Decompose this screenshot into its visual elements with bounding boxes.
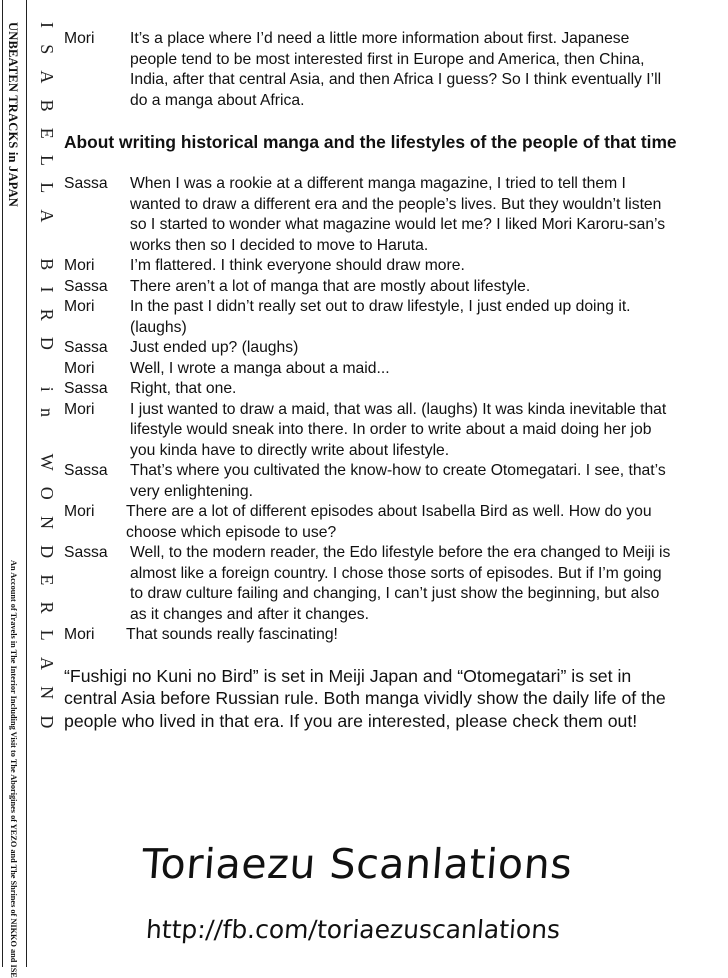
closing-line: “Fushigi no Kuni no Bird” is set in Meiji Japan and “Otomegatari” is set in	[64, 666, 632, 686]
dialogue-line: works then so I decided to move to Haruta.	[130, 236, 429, 254]
speaker-name: Mori	[64, 298, 95, 315]
speaker-name: Sassa	[64, 339, 108, 356]
dialogue-line: people tend to be most interested first in Europe and America, then China,	[130, 50, 645, 68]
dialogue-line: choose which episode to use?	[126, 523, 337, 541]
dialogue-line: When I was a rookie at a different manga magazine, I tried to tell them I	[130, 175, 626, 192]
dialogue-line: Well, to the modern reader, the Edo lifestyle before the era changed to Meiji is	[130, 544, 671, 561]
dialogue-line: Well, I wrote a manga about a maid...	[130, 359, 390, 377]
dialogue-line: you kinda have to directly write about lifestyle.	[130, 441, 450, 459]
speaker-name: Mori	[64, 30, 95, 47]
dialogue-line: wanted to draw a different era and the people’s lives. But they wouldn’t listen	[130, 195, 662, 213]
dialogue-line: to draw culture failing and changing, I can’t just show the beginning, but also	[130, 585, 660, 602]
dialogue-line: so I started to wonder what magazine would let me? I liked Mori Karoru-san’s	[130, 216, 666, 233]
sidebar-divider-rule	[26, 0, 27, 967]
speaker-name: Sassa	[64, 277, 108, 295]
closing-line: central Asia before Russian rule. Both manga vividly show the daily life of the	[64, 688, 666, 709]
dialogue-line: That’s where you cultivated the know-how to create Otomegatari. I see, that’s	[130, 462, 666, 479]
left-border-rule	[2, 0, 3, 967]
speaker-name: Mori	[64, 503, 95, 520]
dialogue-line: There are a lot of different episodes about Isabella Bird as well. How do you	[126, 503, 652, 520]
sidebar-subtitle: An Account of Travels in The Interior Including Visit to The Aborigines of YEZO and The Shrines of NIKKO and ISE	[9, 560, 18, 978]
dialogue-line: as it changes and after it changes.	[130, 605, 369, 623]
speaker-name: Sassa	[64, 380, 108, 397]
dialogue-line: There aren’t a lot of manga that are mostly about lifestyle.	[130, 277, 531, 295]
dialogue-line: Right, that one.	[130, 380, 237, 397]
dialogue-line: very enlightening.	[130, 482, 253, 500]
speaker-name: Mori	[64, 626, 95, 643]
dialogue-line: lifestyle would sneak into there. In order to write about a maid doing her job	[130, 421, 652, 438]
dialogue-line: Just ended up? (laughs)	[130, 339, 299, 356]
dialogue-line: almost like a foreign country. I chose those sorts of episodes. But if I’m going	[130, 564, 662, 582]
scanlation-url-credit: http://fb.com/toriaezuscanlations	[145, 915, 562, 944]
dialogue-line: That sounds really fascinating!	[126, 626, 338, 643]
dialogue-line: do a manga about Africa.	[130, 91, 305, 109]
dialogue-line: In the past I didn’t really set out to draw lifestyle, I just ended up doing it.	[130, 298, 631, 315]
speaker-name: Mori	[64, 400, 95, 418]
closing-line: people who lived in that era. If you are interested, please check them out!	[64, 710, 638, 731]
dialogue-line: India, after that central Asia, and then Africa I guess? So I think eventually I’ll	[130, 71, 662, 88]
dialogue-line: It’s a place where I’d need a little more information about first. Japanese	[130, 30, 630, 47]
speaker-name: Sassa	[64, 175, 108, 192]
dialogue-line: I just wanted to draw a maid, that was all. (laughs) It was kinda inevitable that	[130, 400, 667, 418]
closing-paragraph	[64, 665, 724, 732]
speaker-name: Mori	[64, 359, 95, 377]
speaker-name: Mori	[64, 257, 95, 274]
section-heading: About writing historical manga and the lifestyles of the people of that time	[64, 132, 677, 152]
sidebar-main-title: UNBEATEN TRACKS in JAPAN	[6, 22, 20, 208]
sidebar-spaced-title: ISABELLA BIRD in WONDERLAND	[37, 22, 57, 745]
dialogue-line: (laughs)	[130, 318, 187, 336]
scanlation-group-credit: Toriaezu Scanlations	[140, 840, 575, 888]
speaker-name: Sassa	[64, 544, 108, 561]
dialogue-line: I’m flattered. I think everyone should draw more.	[130, 257, 465, 274]
speaker-name: Sassa	[64, 462, 108, 479]
